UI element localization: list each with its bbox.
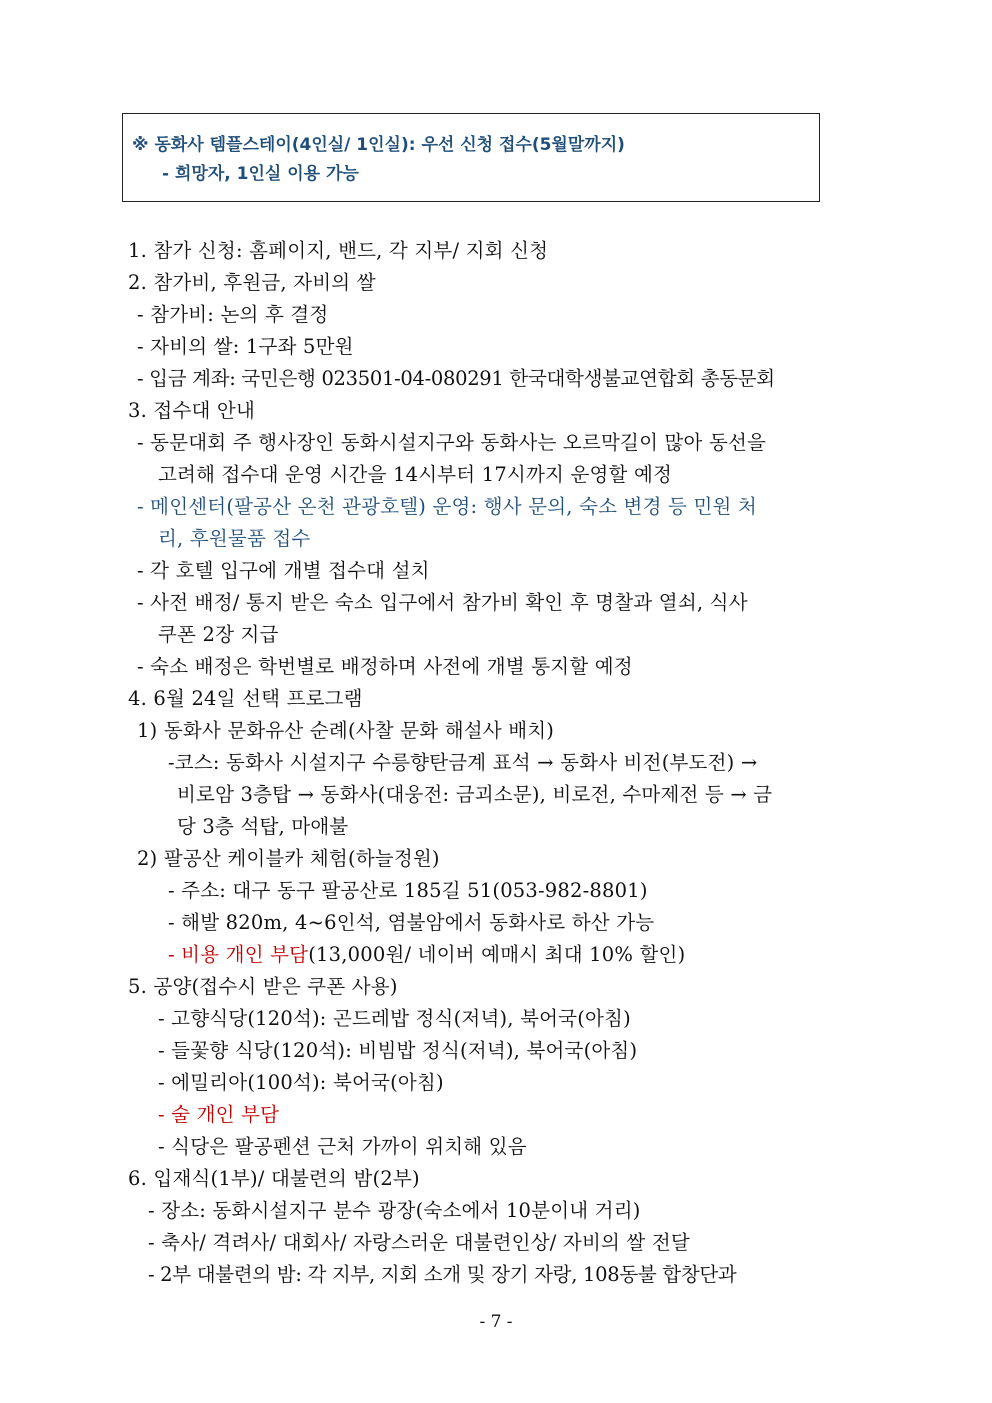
list-item: - 고향식당(120석): 곤드레밥 정식(저녁), 북어국(아침): [158, 1007, 631, 1030]
notice-line-2: - 희망자, 1인실 이용 가능: [162, 164, 359, 184]
list-item: [168, 945, 685, 965]
cost-detail: (13,000원/ 네이버 예매시 최대 10% 할인): [308, 943, 686, 966]
notice-line-1: ※ 동화사 템플스테이(4인실/ 1인실): 우선 신청 접수(5월말까지): [132, 135, 625, 155]
list-item: - 숙소 배정은 학번별로 배정하며 사전에 개별 통지할 예정: [137, 655, 633, 678]
list-item: - 해발 820m, 4~6인석, 염불암에서 동화사로 하산 가능: [168, 911, 655, 934]
list-item-continued: 고려해 접수대 운영 시간을 14시부터 17시까지 운영할 예정: [158, 463, 673, 486]
list-item: - 에밀리아(100석): 북어국(아침): [158, 1071, 444, 1094]
notice-box: [122, 113, 820, 202]
list-item: - 동문대회 주 행사장인 동화시설지구와 동화사는 오르막길이 많아 동선을: [137, 431, 767, 454]
item-1-heading: 1. 참가 신청: 홈페이지, 밴드, 각 지부/ 지회 신청: [128, 239, 549, 262]
list-item: - 사전 배정/ 통지 받은 숙소 입구에서 참가비 확인 후 명찰과 열쇠, 식사: [137, 591, 748, 614]
list-item: - 자비의 쌀: 1구좌 5만원: [137, 335, 354, 358]
item-5-heading: 5. 공양(접수시 받은 쿠폰 사용): [128, 975, 398, 998]
item-3-heading: 3. 접수대 안내: [128, 399, 255, 422]
list-item: - 주소: 대구 동구 팔공산로 185길 51(053-982-8801): [168, 879, 648, 902]
sub-heading: 1) 동화사 문화유산 순례(사찰 문화 해설사 배치): [137, 719, 555, 742]
cost-warning: - 비용 개인 부담: [168, 943, 309, 966]
list-item: -코스: 동화사 시설지구 수릉향탄금계 표석 → 동화사 비전(부도전) →: [168, 751, 758, 774]
list-item: - 각 호텔 입구에 개별 접수대 설치: [137, 559, 430, 582]
list-item-highlight-continued: 리, 후원물품 접수: [158, 527, 311, 550]
list-item-highlight: - 메인센터(팔공산 온천 관광호텔) 운영: 행사 문의, 숙소 변경 등 민원 처: [137, 495, 757, 518]
list-item-continued: 비로암 3층탑 → 동화사(대웅전: 금괴소문), 비로전, 수마제전 등 → 금: [177, 783, 773, 806]
list-item: - 참가비: 논의 후 결정: [137, 303, 329, 326]
page-number: - 7 -: [479, 1312, 513, 1332]
list-item: - 들꽃향 식당(120석): 비빔밥 정식(저녁), 북어국(아침): [158, 1039, 638, 1062]
list-item-continued: 쿠폰 2장 지급: [158, 623, 279, 646]
list-item: - 축사/ 격려사/ 대회사/ 자랑스러운 대불련인상/ 자비의 쌀 전달: [148, 1231, 690, 1254]
sub-heading: 2) 팔공산 케이블카 체험(하늘정원): [137, 847, 440, 870]
list-item: - 장소: 동화시설지구 분수 광장(숙소에서 10분이내 거리): [148, 1199, 641, 1222]
list-item: - 2부 대불련의 밤: 각 지부, 지회 소개 및 장기 자랑, 108동불 합창단과: [148, 1263, 737, 1286]
list-item: - 식당은 팔공펜션 근처 가까이 위치해 있음: [158, 1135, 527, 1158]
list-item-continued: 당 3층 석탑, 마애불: [177, 815, 349, 838]
item-4-heading: 4. 6월 24일 선택 프로그램: [128, 687, 363, 710]
item-2-heading: 2. 참가비, 후원금, 자비의 쌀: [128, 271, 376, 294]
item-6-heading: 6. 입재식(1부)/ 대불련의 밤(2부): [128, 1167, 420, 1190]
list-item: - 입금 계좌: 국민은행 023501-04-080291 한국대학생불교연합회 총동문회: [137, 367, 775, 390]
list-item-warning: - 술 개인 부담: [158, 1103, 280, 1126]
